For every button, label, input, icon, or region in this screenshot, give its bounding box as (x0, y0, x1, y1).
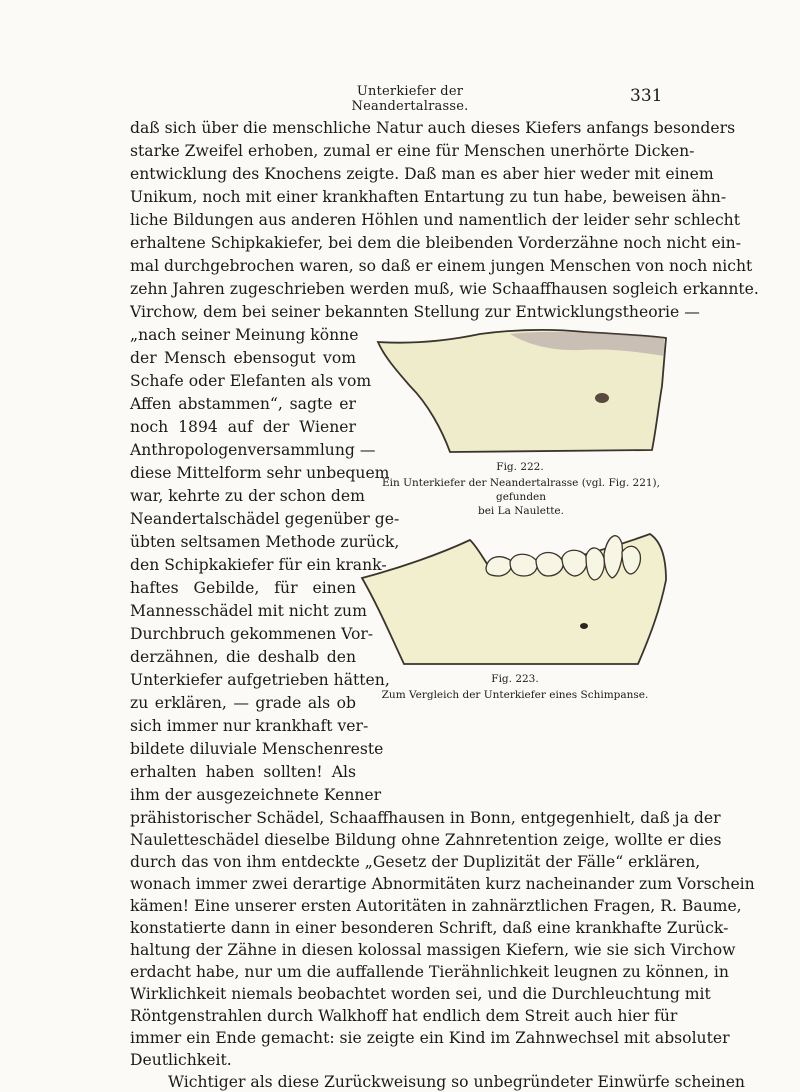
text-line: Nauletteschädel dieselbe Bildung ohne Zahnretention zeige, wollte er dies (130, 831, 722, 849)
running-title: Unterkiefer der Neandertalrasse. (351, 84, 469, 114)
figure-223-caption (360, 688, 670, 702)
text-line: war, kehrte zu der schon dem (130, 487, 365, 505)
jaw-illustration-neandertal (370, 326, 670, 456)
mental-foramen (595, 393, 609, 403)
figure-222-caption (366, 476, 676, 518)
text-line: wonach immer zwei derartige Abnormitäten kurz nacheinander zum Vorschein (130, 875, 755, 893)
tooth (510, 554, 537, 576)
figure-223 (360, 530, 670, 670)
tooth (536, 553, 563, 577)
text-line: starke Zweifel erhoben, zumal er eine für Menschen unerhörte Dicken- (130, 142, 695, 160)
text-line: mal durchgebrochen waren, so daß er einem jungen Menschen von noch nicht (130, 257, 753, 275)
text-line: ihm der ausgezeichnete Kenner (130, 786, 382, 804)
text-line: Röntgenstrahlen durch Walkhoff hat endlich dem Streit auch hier für (130, 1007, 678, 1025)
text-line: derzähnen, die deshalb den (130, 648, 356, 666)
text-line: daß sich über die menschliche Natur auch dieses Kiefers anfangs besonders (130, 119, 736, 137)
text-line: Wirklichkeit niemals beobachtet worden sei, und die Durchleuchtung mit (130, 985, 711, 1003)
text-line: Durchbruch gekommenen Vor- (130, 625, 374, 643)
text-line: Anthropologenversammlung — (130, 441, 376, 459)
text-line: erhaltene Schipkakiefer, bei dem die bleibenden Vorderzähne noch nicht ein- (130, 234, 741, 252)
text-line: diese Mittelform sehr unbequem (130, 464, 390, 482)
text-line: konstatierte dann in einer besonderen Schrift, daß eine krankhafte Zurück- (130, 919, 729, 937)
text-line: kämen! Eine unserer ersten Autoritäten in zahnärztlichen Fragen, R. Baume, (130, 897, 742, 915)
text-line: durch das von ihm entdeckte „Gesetz der Duplizität der Fälle“ erklären, (130, 853, 701, 871)
caption-line: Ein Unterkiefer der Neandertalrasse (vgl. Fig. 221), gefunden (382, 477, 660, 503)
text-line: entwicklung des Knochens zeigte. Daß man es aber hier weder mit einem (130, 165, 714, 183)
text-line: haltung der Zähne in diesen kolossal massigen Kiefern, wie sie sich Virchow (130, 941, 736, 959)
text-line: den Schipkakiefer für ein krank- (130, 556, 387, 574)
caption-line: Zum Vergleich der Unterkiefer eines Schimpanse. (381, 689, 649, 701)
jaw-illustration-chimpanzee (360, 530, 670, 670)
text-line: Unterkiefer aufgetrieben hätten, (130, 671, 390, 689)
caption-line: bei La Naulette. (478, 505, 564, 517)
text-line: Unikum, noch mit einer krankhaften Entartung zu tun habe, beweisen ähn- (130, 188, 727, 206)
text-line: erhalten haben sollten! Als (130, 763, 356, 781)
page-number: 331 (630, 86, 663, 106)
text-line: bildete diluviale Menschenreste (130, 740, 384, 758)
text-line: noch 1894 auf der Wiener (130, 418, 356, 436)
text-line: zu erklären, — grade als ob (130, 694, 356, 712)
figure-222 (370, 326, 670, 456)
tooth (586, 548, 604, 580)
text-line: sich immer nur krankhaft ver- (130, 717, 369, 735)
text-line: immer ein Ende gemacht: sie zeigte ein Kind im Zahnwechsel mit absoluter (130, 1029, 730, 1047)
text-line: prähistorischer Schädel, Schaaffhausen in Bonn, entgegenhielt, daß ja der (130, 809, 721, 827)
text-line: Mannesschädel mit nicht zum (130, 602, 367, 620)
text-line: Affen abstammen“, sagte er (130, 395, 356, 413)
text-line: Neandertalschädel gegenüber ge- (130, 510, 400, 528)
text-line: „nach seiner Meinung könne (130, 326, 359, 344)
figure-223-label: Fig. 223. (491, 673, 539, 685)
text-line: haftes Gebilde, für einen (130, 579, 356, 597)
text-line: Schafe oder Elefanten als vom (130, 372, 372, 390)
text-line: übten seltsamen Methode zurück, (130, 533, 400, 551)
text-line: Virchow, dem bei seiner bekannten Stellung zur Entwicklungstheorie — (130, 303, 700, 321)
text-line: liche Bildungen aus anderen Höhlen und namentlich der leider sehr schlecht (130, 211, 740, 229)
text-line: Wichtiger als diese Zurückweisung so unbegründeter Einwürfe scheinen (168, 1073, 745, 1091)
text-line: zehn Jahren zugeschrieben werden muß, wie Schaaffhausen sogleich erkannte. (130, 280, 759, 298)
mental-foramen (580, 623, 588, 629)
text-line: Deutlichkeit. (130, 1051, 232, 1069)
tooth (486, 557, 512, 576)
text-line: der Mensch ebensogut vom (130, 349, 356, 367)
text-line: erdacht habe, nur um die auffallende Tierähnlichkeit leugnen zu können, in (130, 963, 729, 981)
figure-222-label: Fig. 222. (496, 461, 544, 473)
